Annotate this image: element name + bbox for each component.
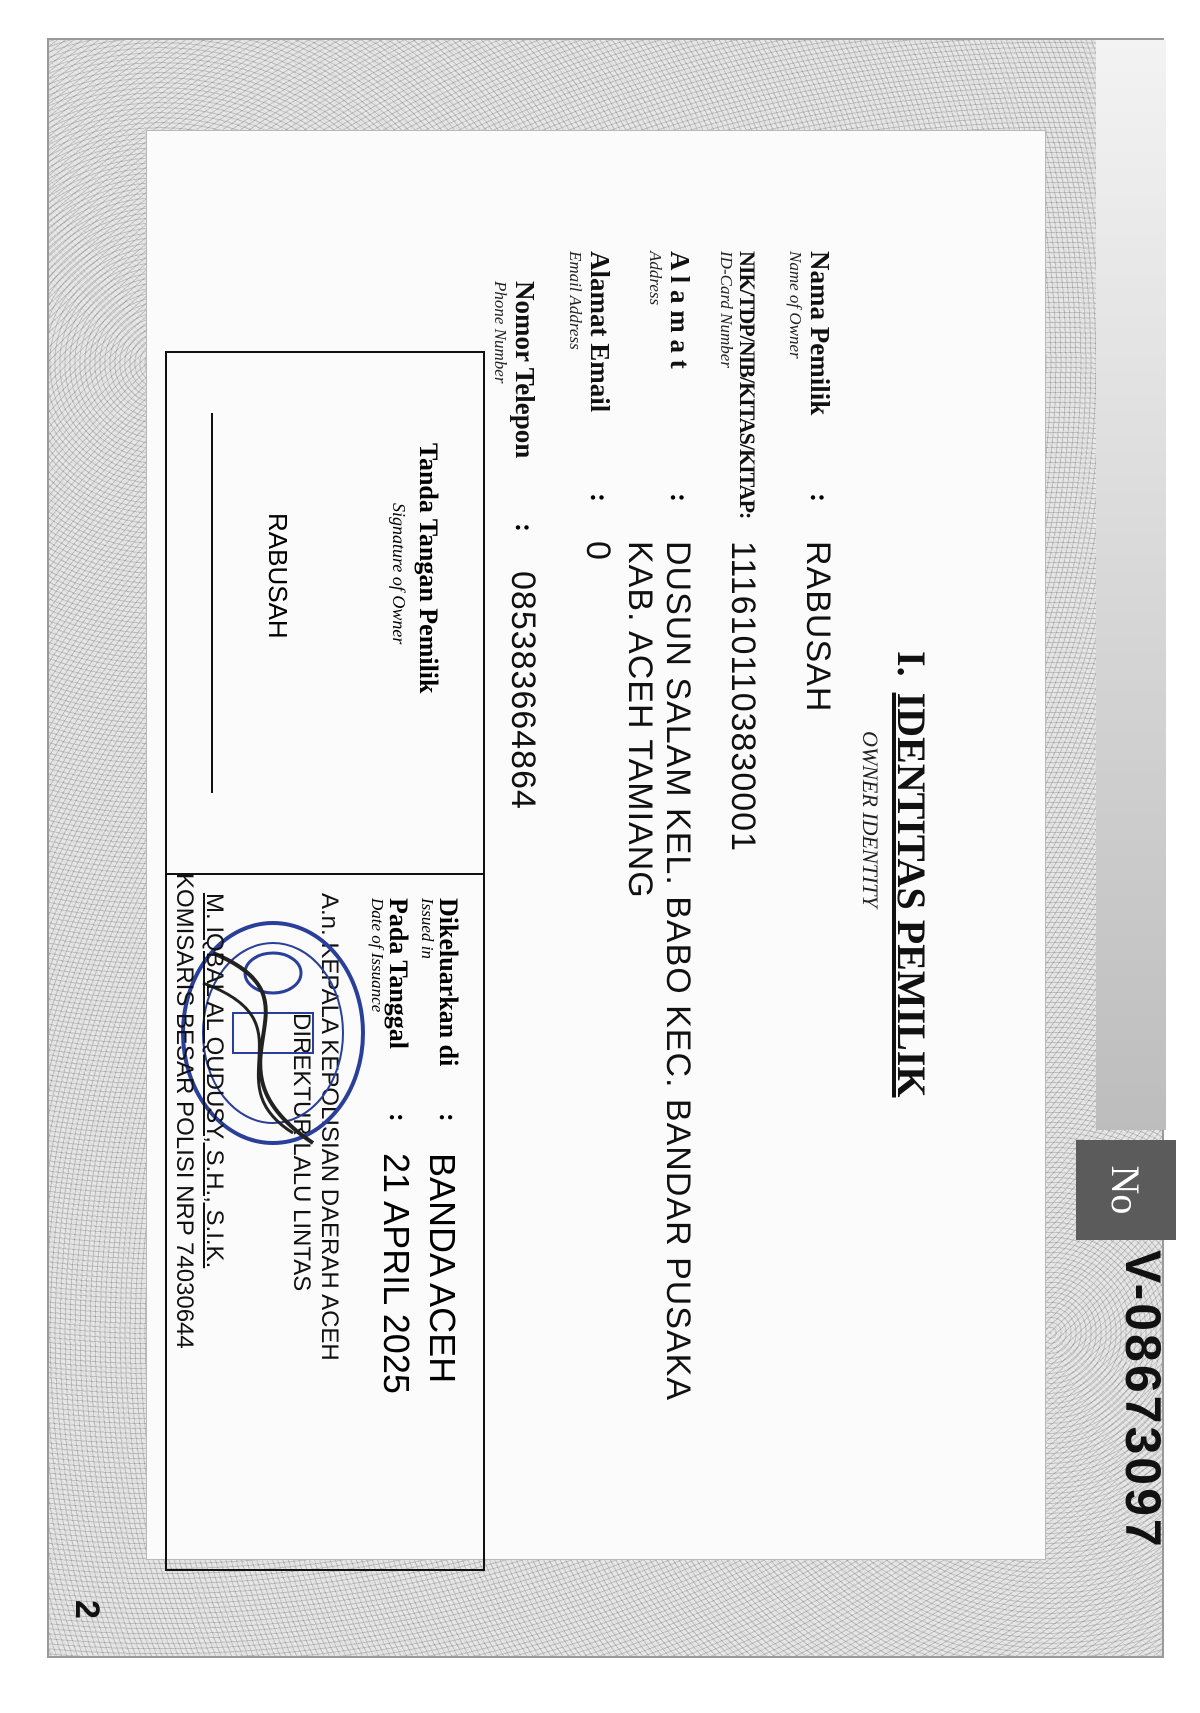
header-band: [1096, 40, 1166, 1130]
signature-issuance-box: [165, 351, 485, 1571]
content-panel: [146, 130, 1046, 1560]
field-value: RABUSAH: [799, 541, 837, 713]
field-label: NIK/TDP/NIB/KITAS/KITAP:: [735, 251, 760, 519]
signature-subtitle: Signature of Owner: [389, 503, 409, 645]
field-colon: :: [805, 493, 835, 502]
field-sublabel: Address: [646, 251, 665, 306]
field-label: Alamat Email: [585, 251, 615, 413]
issued-in-value: BANDA ACEH: [422, 1153, 463, 1384]
field-value: DUSUN SALAM KEL. BABO KEC. BANDAR PUSAKA: [659, 541, 697, 1402]
field-sublabel: Phone Number: [491, 281, 510, 384]
issued-in-sublabel: Issued in: [418, 898, 437, 959]
issued-in-label: Dikeluarkan di: [434, 898, 463, 1067]
rotated-page: [49, 40, 1171, 1660]
field-value-line2: KAB. ACEH TAMIANG: [621, 541, 659, 899]
issued-in-colon: :: [434, 1113, 463, 1122]
box-divider: [167, 873, 483, 875]
field-value: 0: [579, 541, 617, 561]
issue-date-sublabel: Date of Issuance: [368, 898, 387, 1013]
field-value: 1116101103830001: [724, 541, 762, 852]
field-colon: :: [585, 493, 615, 502]
issue-date: [367, 898, 413, 1049]
field-label: Nomor Telepon: [510, 281, 540, 459]
issue-date-colon: :: [384, 1113, 413, 1122]
section-title: [888, 651, 935, 1097]
authority-line1: A.n. KEPALA KEPOLISIAN DAERAH ACEH: [316, 893, 343, 1361]
field-sublabel: Email Address: [566, 251, 585, 350]
number-label: No: [1076, 1140, 1176, 1240]
official-name: [200, 893, 228, 1593]
section-numeral: I.: [889, 651, 934, 677]
field-sublabel: Name of Owner: [786, 251, 805, 359]
field-value: 085383664864: [504, 571, 542, 810]
signature-title: Tanda Tangan Pemilik: [414, 443, 443, 694]
issue-date-label: Pada Tanggal: [384, 898, 413, 1050]
document-number: V-08673097: [1115, 1250, 1171, 1550]
authority-line2: DIREKTUR LALU LINTAS: [288, 1013, 315, 1292]
issue-date-value: 21 APRIL 2025: [376, 1153, 417, 1394]
signature-name: RABUSAH: [263, 513, 293, 639]
official-name-text: M. IQBAL AL QUDUSY, S.H., S.I.K.: [201, 893, 228, 1269]
official-rank: KOMISARIS BESAR POLISI NRP 74030644: [171, 873, 198, 1349]
signature-line: [211, 413, 213, 793]
section-title-text: IDENTITAS PEMILIK: [889, 692, 934, 1098]
section-subtitle: OWNER IDENTITY: [858, 731, 883, 908]
field-label: Nama Pemilik: [805, 251, 835, 416]
issued-in: [417, 898, 463, 1066]
field-colon: :: [665, 493, 695, 502]
page-number: 2: [68, 1600, 106, 1619]
field-sublabel: ID-Card Number: [717, 251, 736, 368]
field-colon: :: [510, 523, 540, 532]
document-sheet: [47, 38, 1171, 1658]
field-label: A l a m a t: [665, 251, 695, 369]
